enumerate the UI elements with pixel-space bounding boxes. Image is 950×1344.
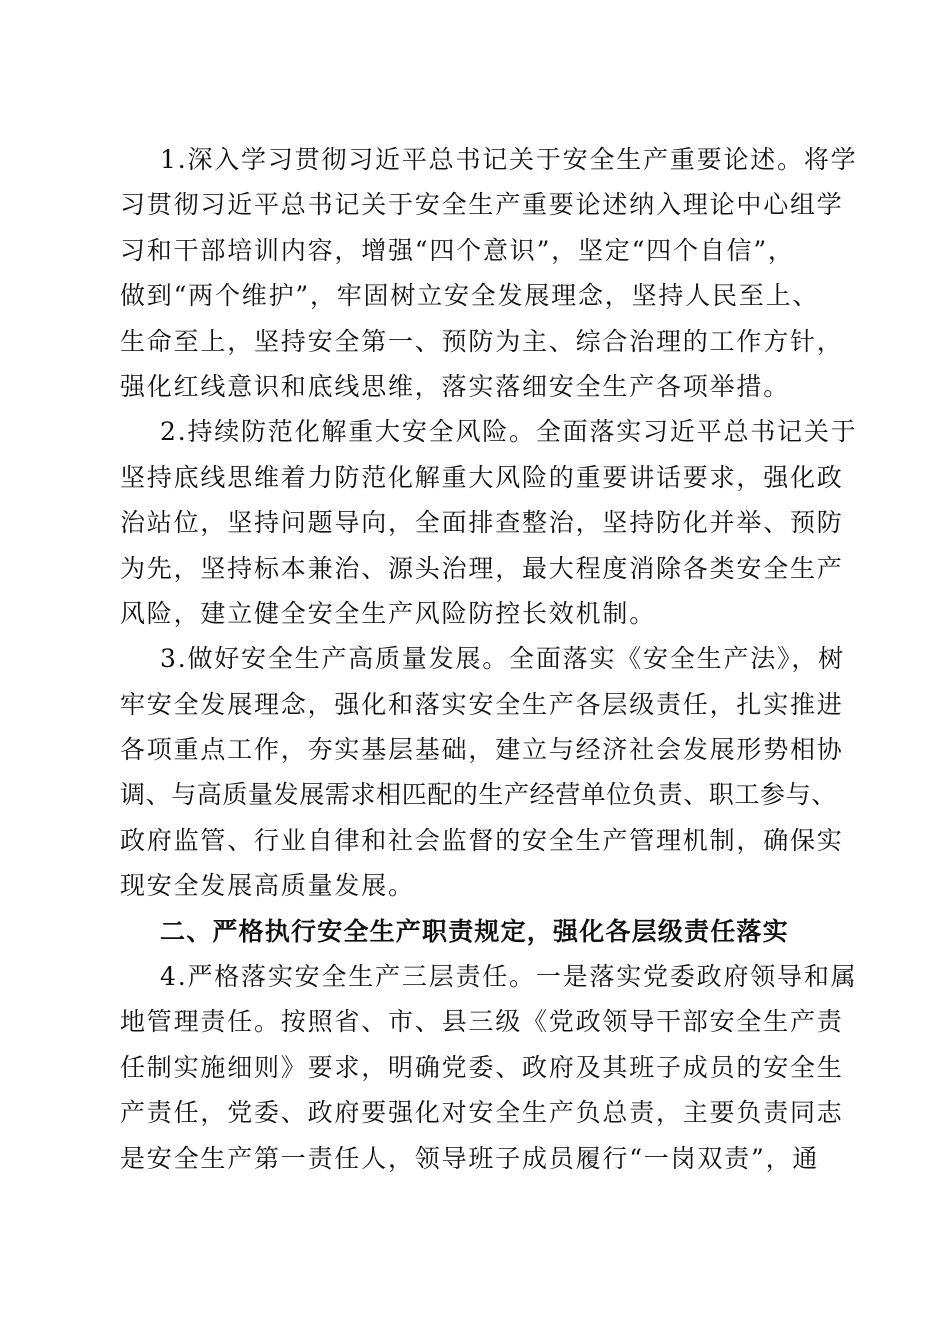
paragraph-3-line-1: 3.做好安全生产高质量发展。全面落实《安全生产法》，树 xyxy=(160,644,845,674)
paragraph-4-line-4: 产责任，党委、政府要强化对安全生产负总责，主要负责同志 xyxy=(120,1098,844,1128)
paragraph-1-line-1: 1.深入学习贯彻习近平总书记关于安全生产重要论述。将学 xyxy=(160,145,858,174)
paragraph-1-line-4: 做到“两个维护”，牢固树立安全发展理念，坚持人民至上、 xyxy=(120,281,820,311)
paragraph-2-line-2: 坚持底线思维着力防范化解重大风险的重要讲话要求，强化政 xyxy=(120,462,844,492)
document-page xyxy=(120,137,858,1181)
paragraph-4-line-2: 地管理责任。按照省、市、县三级《党政领导干部安全生产责 xyxy=(120,1007,844,1037)
paragraph-3-line-2: 牢安全发展理念，强化和落实安全生产各层级责任，扎实推进 xyxy=(120,689,844,719)
paragraph-3-line-4: 调、与高质量发展需求相匹配的生产经营单位负责、职工参与、 xyxy=(120,780,837,810)
paragraph-2-line-4: 为先，坚持标本兼治、源头治理，最大程度消除各类安全生产 xyxy=(120,553,844,583)
paragraph-2-line-1: 2.持续防范化解重大安全风险。全面落实习近平总书记关于 xyxy=(160,417,858,447)
paragraph-3-line-5: 政府监管、行业自律和社会监督的安全生产管理机制，确保实 xyxy=(120,825,844,855)
paragraph-4-line-5: 是安全生产第一责任人，领导班子成员履行“一岗双责”，通 xyxy=(120,1143,820,1173)
paragraph-1-line-6: 强化红线意识和底线思维，落实落细安全生产各项举措。 xyxy=(120,371,791,401)
paragraph-4-line-1: 4.严格落实安全生产三层责任。一是落实党委政府领导和属 xyxy=(160,962,858,992)
paragraph-1-line-2: 习贯彻习近平总书记关于安全生产重要论述纳入理论中心组学 xyxy=(120,190,844,220)
paragraph-3-line-3: 各项重点工作，夯实基层基础，建立与经济社会发展形势相协 xyxy=(120,735,844,765)
paragraph-1-line-3: 习和干部培训内容，增强“四个意识”，坚定“四个自信”， xyxy=(120,235,795,265)
paragraph-2-line-3: 治站位，坚持问题导向，全面排查整治，坚持防化并举、预防 xyxy=(120,508,844,538)
section-heading: 二、严格执行安全生产职责规定，强化各层级责任落实 xyxy=(160,916,789,946)
paragraph-4-line-3: 任制实施细则》要求，明确党委、政府及其班子成员的安全生 xyxy=(120,1052,844,1082)
paragraph-1-line-5: 生命至上，坚持安全第一、预防为主、综合治理的工作方针， xyxy=(120,326,844,356)
paragraph-3-line-6: 现安全发展高质量发展。 xyxy=(120,871,415,901)
paragraph-2-line-5: 风险，建立健全安全生产风险防控长效机制。 xyxy=(120,598,657,628)
